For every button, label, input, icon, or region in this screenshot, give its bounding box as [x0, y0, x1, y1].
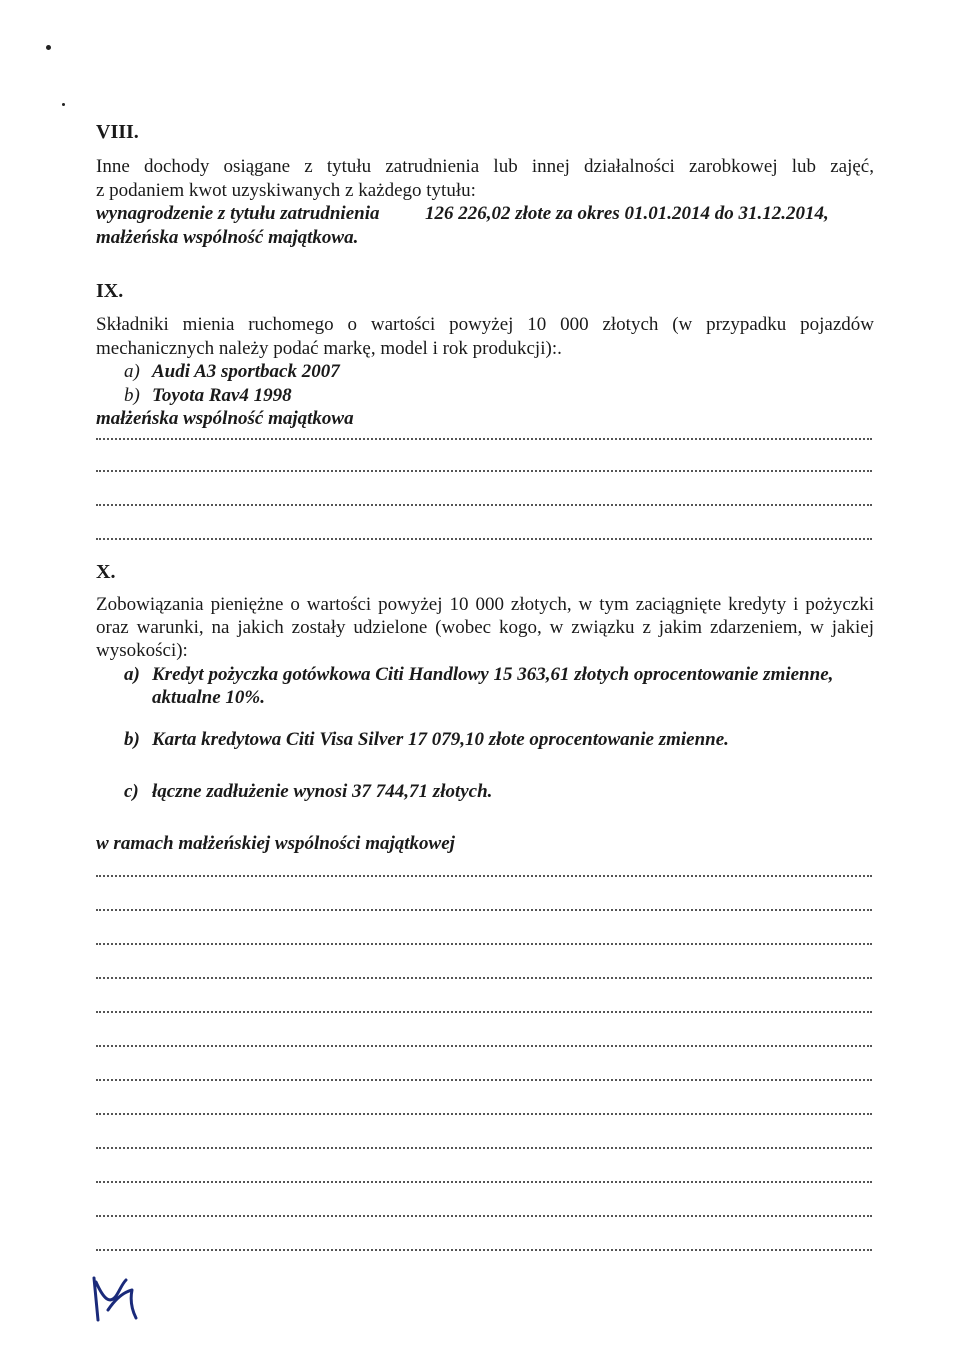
income-value: 126 226,02 złote za okres 01.01.2014 do 31.12.2014,: [425, 203, 829, 224]
liability-item-label: a): [124, 664, 140, 685]
dotted-line: [96, 1009, 872, 1013]
section-viii-line1: Inne dochody osiągane z tytułu zatrudnienia lub innej działalności zarobkowej lub zajęć,: [96, 156, 874, 177]
dotted-line: [96, 502, 872, 506]
dotted-line: [96, 1145, 872, 1149]
dotted-line: [96, 1213, 872, 1217]
dotted-line: [96, 975, 872, 979]
section-viii-property-note: małżeńska wspólność majątkowa.: [96, 227, 359, 248]
section-viii-line2: z podaniem kwot uzyskiwanych z każdego tytułu:: [96, 180, 476, 201]
income-label: wynagrodzenie z tytułu zatrudnienia: [96, 203, 380, 224]
section-ix-line1: Składniki mienia ruchomego o wartości powyżej 10 000 złotych (w przypadku pojazdów: [96, 314, 874, 335]
section-x-line1: Zobowiązania pieniężne o wartości powyżej 10 000 złotych, w tym zaciągnięte kredyty i pożyczki: [96, 594, 874, 615]
dotted-line: [96, 468, 872, 472]
liability-item-text: łączne zadłużenie wynosi 37 744,71 złotych.: [152, 781, 493, 802]
dotted-line: [96, 1179, 872, 1183]
scan-dot: [46, 45, 51, 50]
section-ix-line2: mechanicznych należy podać markę, model i rok produkcji):.: [96, 338, 562, 359]
liability-item: [124, 729, 729, 751]
liability-item: [124, 781, 492, 803]
vehicle-item: [124, 385, 292, 407]
liability-item: [124, 664, 833, 686]
signature-initials: [86, 1270, 156, 1330]
liability-item-label: c): [124, 781, 139, 802]
dotted-line: [96, 1077, 872, 1081]
dotted-line: [96, 536, 872, 540]
vehicle-item-label: a): [124, 361, 140, 382]
vehicle-item-text: Toyota Rav4 1998: [152, 385, 292, 406]
section-ix-property-note: małżeńska wspólność majątkowa: [96, 408, 354, 429]
section-ix-heading: IX.: [96, 280, 124, 302]
liability-item-label: b): [124, 729, 140, 750]
liability-item-text: Karta kredytowa Citi Visa Silver 17 079,10 złote oprocentowanie zmienne.: [152, 729, 729, 750]
section-x-line3: wysokości):: [96, 640, 188, 661]
vehicle-item-label: b): [124, 385, 140, 406]
section-x-line2: oraz warunki, na jakich zostały udzielone (wobec kogo, w związku z jakim zdarzeniem, w jakiej: [96, 617, 874, 638]
section-viii-heading: VIII.: [96, 121, 139, 143]
dotted-line: [96, 873, 872, 877]
dotted-line: [96, 907, 872, 911]
vehicle-item: [124, 361, 340, 383]
dotted-line: [96, 1111, 872, 1115]
scan-dot: [62, 103, 65, 106]
section-x-heading: X.: [96, 561, 116, 583]
dotted-line: [96, 941, 872, 945]
section-x-property-note: w ramach małżeńskiej wspólności majątkowej: [96, 833, 455, 854]
liability-item-text: Kredyt pożyczka gotówkowa Citi Handlowy 15 363,61 złotych oprocentowanie zmienne,: [152, 664, 834, 685]
liability-item-continuation: aktualne 10%.: [152, 687, 265, 708]
dotted-line: [96, 1247, 872, 1251]
dotted-line: [96, 1043, 872, 1047]
dotted-line: [96, 436, 872, 440]
vehicle-item-text: Audi A3 sportback 2007: [152, 361, 340, 382]
